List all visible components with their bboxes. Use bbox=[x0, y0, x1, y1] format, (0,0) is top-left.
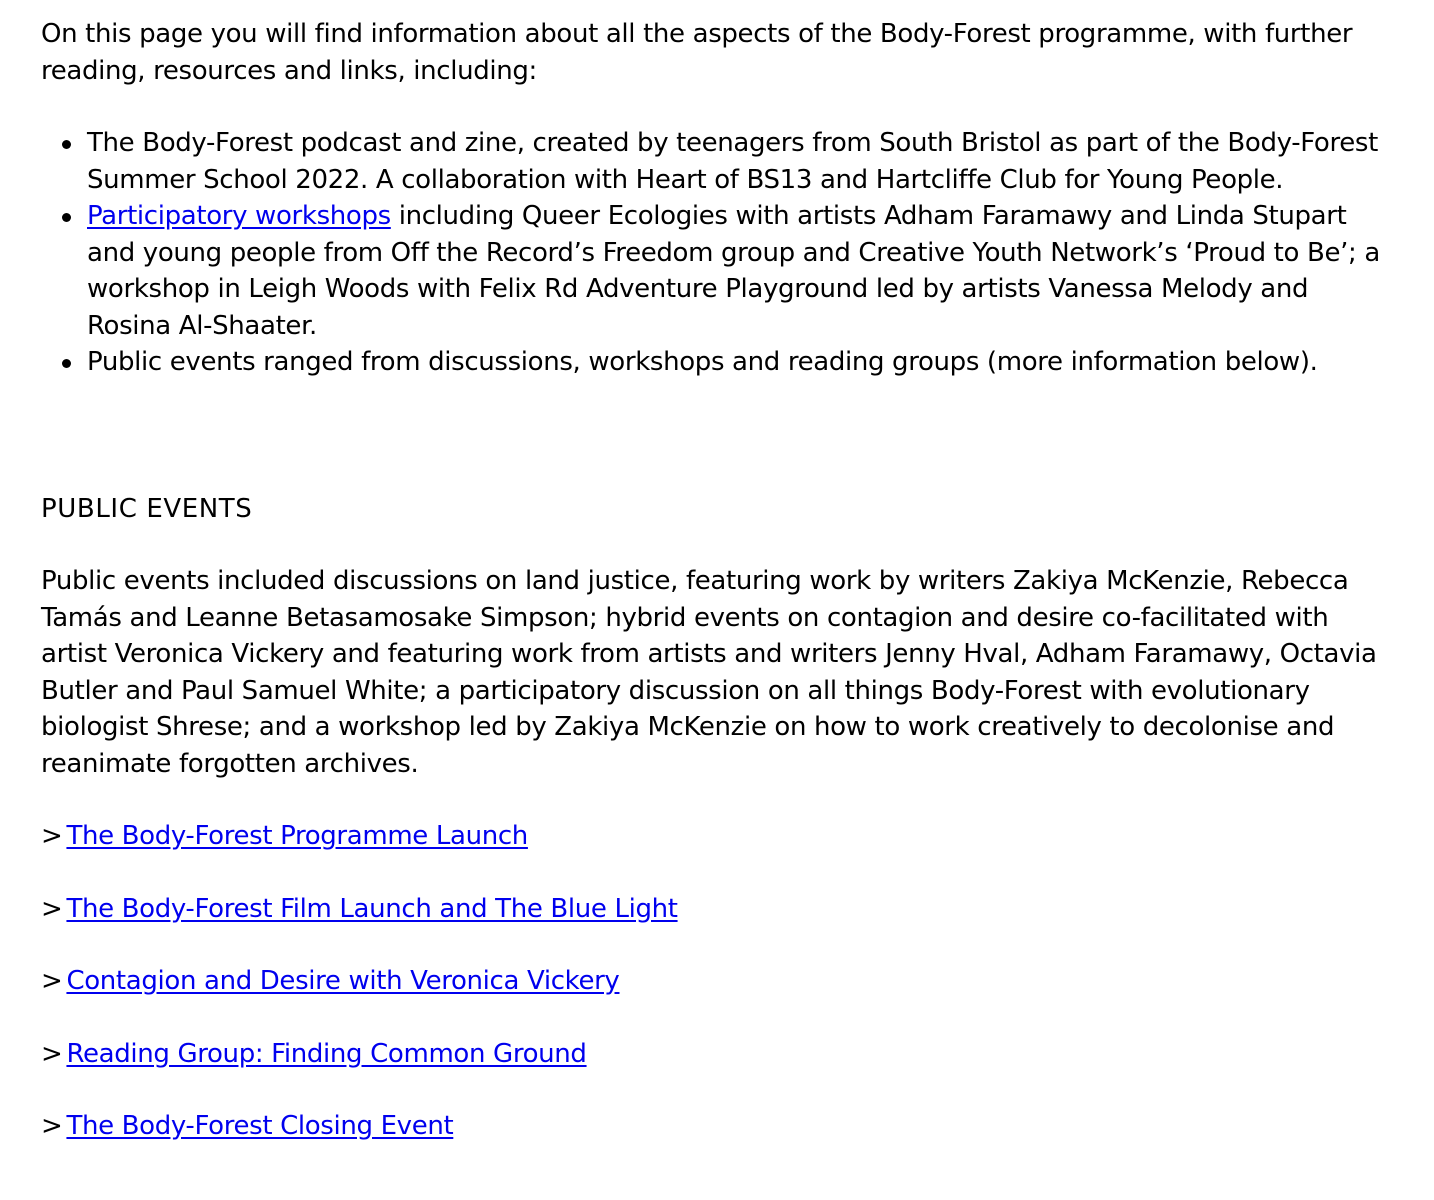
reading-group-link[interactable]: Reading Group: Finding Common Ground bbox=[66, 1038, 587, 1069]
list-item bbox=[87, 198, 1393, 344]
event-link-row bbox=[41, 891, 1393, 928]
aspects-list bbox=[41, 125, 1393, 381]
public-events-heading: PUBLIC EVENTS bbox=[41, 493, 253, 524]
public-events-description: Public events included discussions on land justice, featuring work by writers Zakiya McKenzie, Rebecca Tamás and Leanne Betasamosake Simpson; hybrid events on contagion and desire co-facilitated with artist Veronica Vickery and featuring work from artists and writers Jenny Hval, Adham Faramawy, Octavia Butler and Paul Samuel White; a participatory discussion on all things Body-Forest with evolutionary biologist Shrese; and a workshop led by Zakiya McKenzie on how to work creatively to decolonise and reanimate forgotten archives. bbox=[41, 566, 1377, 779]
event-link-row bbox=[41, 1036, 1393, 1073]
arrow-marker: > bbox=[41, 821, 63, 851]
closing-event-link[interactable]: The Body-Forest Closing Event bbox=[66, 1111, 454, 1141]
film-launch-link[interactable]: The Body-Forest Film Launch and The Blue Light bbox=[66, 893, 678, 924]
event-link-row bbox=[41, 1108, 1393, 1145]
participatory-workshops-link[interactable]: Participatory workshops bbox=[87, 201, 391, 231]
public-events-summary: Public events ranged from discussions, workshops and reading groups (more information below). bbox=[87, 347, 1318, 377]
list-item bbox=[87, 125, 1393, 198]
podcast-zine-text: The Body-Forest podcast and zine, created by teenagers from South Bristol as part of the Body-Forest Summer School 2022. A collaboration with Heart of BS13 and Hartcliffe Club for Young People. bbox=[87, 128, 1378, 195]
intro-paragraph: On this page you will find information about all the aspects of the Body-Forest programme, with further reading, resources and links, including: bbox=[41, 19, 1353, 86]
event-link-row bbox=[41, 963, 1393, 1000]
workshops-description: including Queer Ecologies with artists Adham Faramawy and Linda Stupart and young people from Off the Record’s Freedom group and Creative Youth Network’s ‘Proud to Be’; a workshop in Leigh Woods with Felix Rd Adventure Playground led by artists Vanessa Melody and Rosina Al-Shaater. bbox=[87, 201, 1380, 341]
programme-launch-link[interactable]: The Body-Forest Programme Launch bbox=[66, 821, 528, 851]
arrow-marker: > bbox=[41, 893, 63, 924]
arrow-marker: > bbox=[41, 966, 63, 996]
list-item bbox=[87, 344, 1393, 381]
contagion-desire-link[interactable]: Contagion and Desire with Veronica Vickery bbox=[66, 966, 620, 996]
arrow-marker: > bbox=[41, 1038, 63, 1069]
arrow-marker: > bbox=[41, 1111, 63, 1141]
event-link-row bbox=[41, 818, 1393, 855]
